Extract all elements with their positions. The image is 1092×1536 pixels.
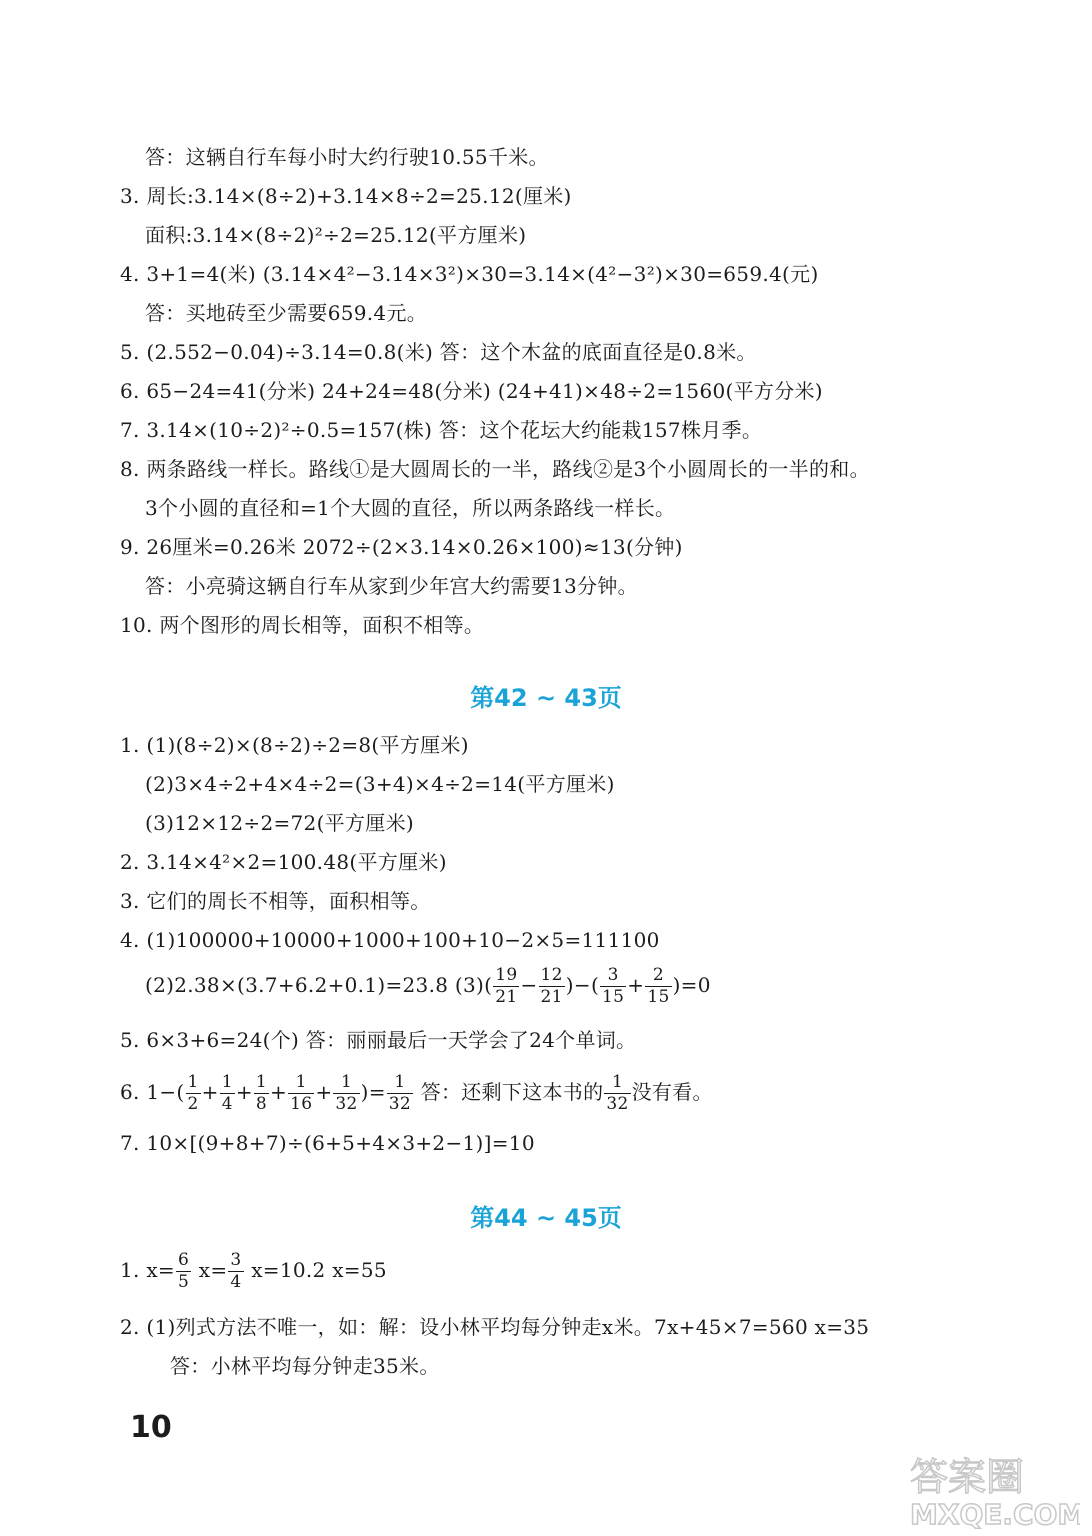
answer-line: 答：这辆自行车每小时大约行驶10.55千米。 xyxy=(145,145,549,169)
denominator: 21 xyxy=(495,987,518,1007)
denominator: 16 xyxy=(290,1094,313,1114)
fraction-line xyxy=(120,1072,713,1115)
denominator: 21 xyxy=(540,987,563,1007)
section-heading: 第44 ~ 45页 xyxy=(470,1204,622,1232)
answer-line: 5. (2.552−0.04)÷3.14=0.8(米) 答：这个木盆的底面直径是0.8米。 xyxy=(120,340,757,364)
denominator: 5 xyxy=(177,1272,190,1292)
answer-line: 2. (1)列式方法不唯一，如：解：设小林平均每分钟走x米。7x+45×7=560 x=35 xyxy=(120,1315,870,1339)
operator: + xyxy=(627,973,645,997)
numerator: 1 xyxy=(333,1072,359,1094)
operator: + xyxy=(270,1080,288,1104)
fraction xyxy=(176,1250,191,1293)
numerator: 1 xyxy=(288,1072,314,1094)
denominator: 32 xyxy=(335,1094,358,1114)
fraction-line xyxy=(145,965,711,1008)
fraction xyxy=(288,1072,314,1115)
text-segment: x= xyxy=(192,1258,228,1282)
watermark-graphic xyxy=(900,1440,1080,1530)
text-segment: 答：还剩下这本书的 xyxy=(414,1080,604,1104)
section-heading: 第42 ~ 43页 xyxy=(470,684,622,712)
watermark-bottom-text: MXQE.COM xyxy=(910,1498,1080,1530)
answer-line: (3)12×12÷2=72(平方厘米) xyxy=(145,811,414,835)
fraction xyxy=(254,1072,269,1115)
denominator: 32 xyxy=(606,1094,629,1114)
numerator: 1 xyxy=(387,1072,413,1094)
answer-line: 6. 65−24=41(分米) 24+24=48(分米) (24+41)×48÷2=1560(平方分米) xyxy=(120,379,823,403)
answer-line: (2)3×4÷2+4×4÷2=(3+4)×4÷2=14(平方厘米) xyxy=(145,772,615,796)
fraction xyxy=(220,1072,235,1115)
denominator: 2 xyxy=(187,1094,199,1114)
text-segment: 没有看。 xyxy=(631,1080,713,1104)
numerator: 1 xyxy=(255,1072,268,1092)
fraction xyxy=(604,1072,630,1115)
answer-line: 5. 6×3+6=24(个) 答：丽丽最后一天学会了24个单词。 xyxy=(120,1028,637,1052)
fraction xyxy=(539,965,565,1008)
answer-line: 8. 两条路线一样长。路线①是大圆周长的一半，路线②是3个小圆周长的一半的和。 xyxy=(120,457,870,481)
text-segment: (2)2.38×(3.7+6.2+0.1)=23.8 (3)( xyxy=(145,973,493,997)
text-segment: )= xyxy=(360,1080,386,1104)
page-number: 10 xyxy=(130,1410,172,1445)
text-segment: 1. x= xyxy=(120,1258,175,1282)
fraction xyxy=(333,1072,359,1115)
fraction xyxy=(387,1072,413,1115)
denominator: 8 xyxy=(255,1094,268,1114)
denominator: 15 xyxy=(602,987,625,1007)
answer-line: 面积:3.14×(8÷2)²÷2=25.12(平方厘米) xyxy=(145,223,527,247)
text-segment: 6. 1−( xyxy=(120,1080,185,1104)
answer-line: 9. 26厘米=0.26米 2072÷(2×3.14×0.26×100)≈13(分钟) xyxy=(120,535,683,559)
answer-line: 答：买地砖至少需要659.4元。 xyxy=(145,301,428,325)
denominator: 4 xyxy=(230,1272,242,1292)
operator: + xyxy=(315,1080,333,1104)
answer-line: 3. 它们的周长不相等，面积相等。 xyxy=(120,889,431,913)
answer-line: 7. 3.14×(10÷2)²÷0.5=157(株) 答：这个花坛大约能栽157株月季。 xyxy=(120,418,763,442)
answer-line: 1. (1)(8÷2)×(8÷2)÷2=8(平方厘米) xyxy=(120,733,469,757)
watermark-top-text: 答案圈 xyxy=(910,1455,1025,1499)
operator: − xyxy=(520,973,538,997)
numerator: 1 xyxy=(187,1072,199,1092)
numerator: 1 xyxy=(604,1072,630,1094)
numerator: 12 xyxy=(540,965,563,985)
answer-line: 10. 两个图形的周长相等，面积不相等。 xyxy=(120,613,485,637)
fraction xyxy=(645,965,671,1008)
answer-line: 3. 周长:3.14×(8÷2)+3.14×8÷2=25.12(厘米) xyxy=(120,184,572,208)
text-segment: )−( xyxy=(565,973,600,997)
fraction xyxy=(228,1250,243,1293)
fraction xyxy=(600,965,626,1008)
answer-line: 7. 10×[(9+8+7)÷(6+5+4×3+2−1)]=10 xyxy=(120,1131,535,1155)
answer-line: 答：小亮骑这辆自行车从家到少年宫大约需要13分钟。 xyxy=(145,574,638,598)
fraction xyxy=(493,965,519,1008)
answer-line: 2. 3.14×4²×2=100.48(平方厘米) xyxy=(120,850,447,874)
fraction-line xyxy=(120,1250,387,1293)
numerator: 1 xyxy=(221,1072,233,1092)
numerator: 3 xyxy=(600,965,626,987)
numerator: 2 xyxy=(645,965,671,987)
denominator: 32 xyxy=(388,1094,412,1114)
operator: + xyxy=(235,1080,253,1104)
text-segment: x=10.2 x=55 xyxy=(244,1258,387,1282)
denominator: 4 xyxy=(221,1094,233,1114)
answer-line: 3个小圆的直径和=1个大圆的直径，所以两条路线一样长。 xyxy=(145,496,676,520)
answer-line: 答：小林平均每分钟走35米。 xyxy=(170,1354,440,1378)
operator: + xyxy=(201,1080,219,1104)
numerator: 6 xyxy=(177,1250,190,1270)
numerator: 3 xyxy=(230,1250,242,1270)
answer-line: 4. 3+1=4(米) (3.14×4²−3.14×3²)×30=3.14×(4²−3²)×30=659.4(元) xyxy=(120,262,819,286)
text-segment: )=0 xyxy=(672,973,711,997)
fraction xyxy=(186,1072,201,1115)
numerator: 19 xyxy=(495,965,518,985)
denominator: 15 xyxy=(647,987,670,1007)
answer-line: 4. (1)100000+10000+1000+100+10−2×5=111100 xyxy=(120,928,660,952)
watermark-logo xyxy=(900,1440,1080,1530)
